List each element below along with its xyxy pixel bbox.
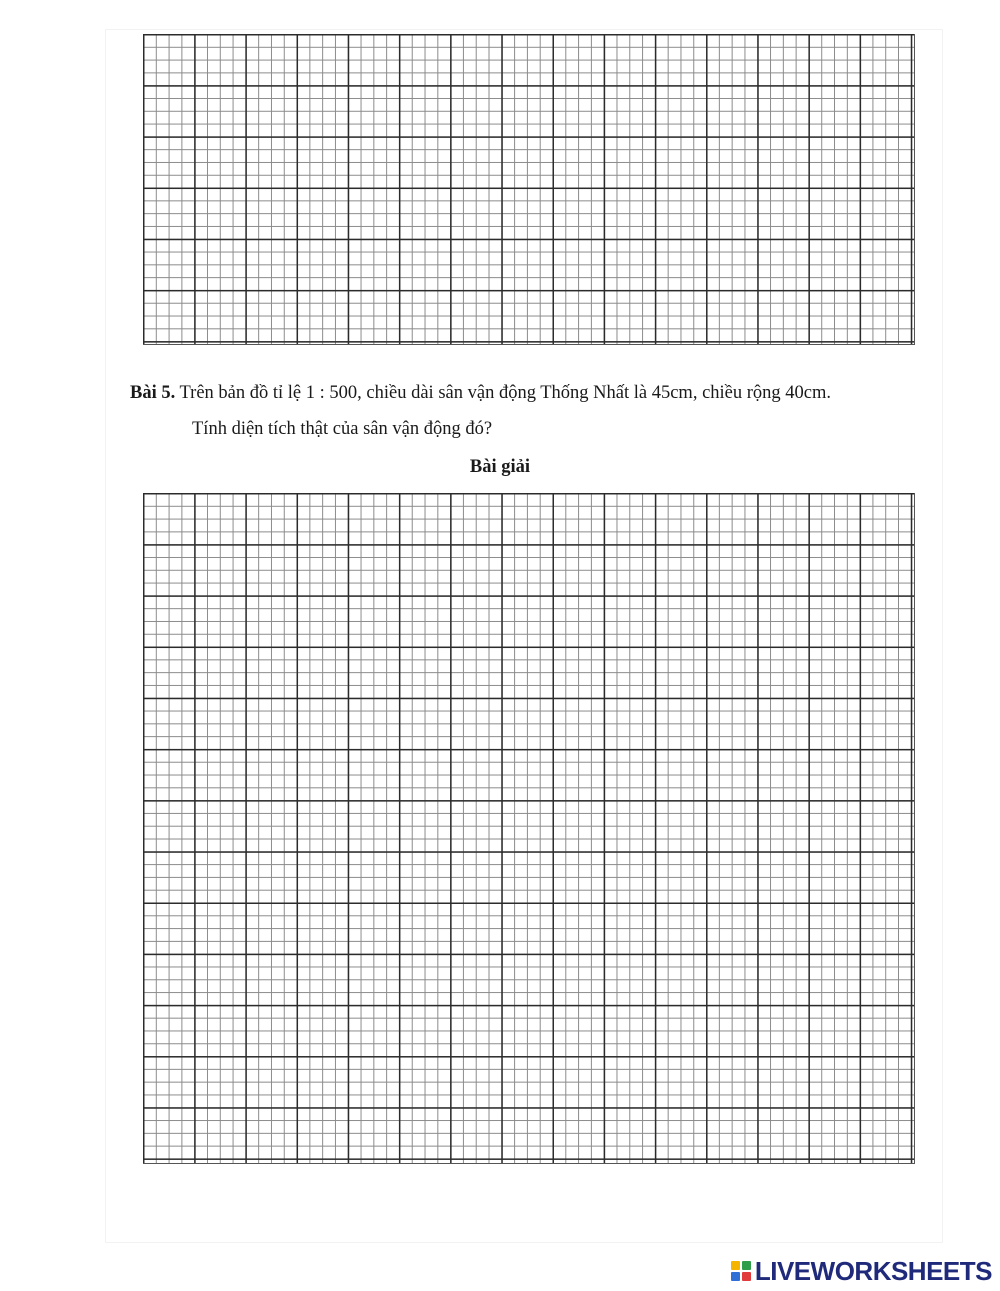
liveworksheets-watermark (731, 1256, 992, 1286)
problem-statement (130, 382, 831, 404)
liveworksheets-logo-icon (731, 1261, 751, 1281)
logo-square (731, 1272, 740, 1281)
problem-label: Bài 5. (130, 383, 176, 403)
logo-square (742, 1272, 751, 1281)
logo-square (742, 1261, 751, 1270)
problem-text-line-2: Tính diện tích thật của sân vận động đó? (192, 419, 493, 439)
logo-square (731, 1261, 740, 1270)
solution-heading: Bài giải (469, 457, 531, 477)
answer-grid-previous[interactable] (143, 34, 915, 345)
watermark-text: LIVEWORKSHEETS (754, 1256, 992, 1286)
answer-grid-solution[interactable] (143, 493, 915, 1164)
problem-text-line-1: Trên bản đồ tỉ lệ 1 : 500, chiều dài sân vận động Thống Nhất là 45cm, chiều rộng 40cm. (175, 383, 832, 403)
